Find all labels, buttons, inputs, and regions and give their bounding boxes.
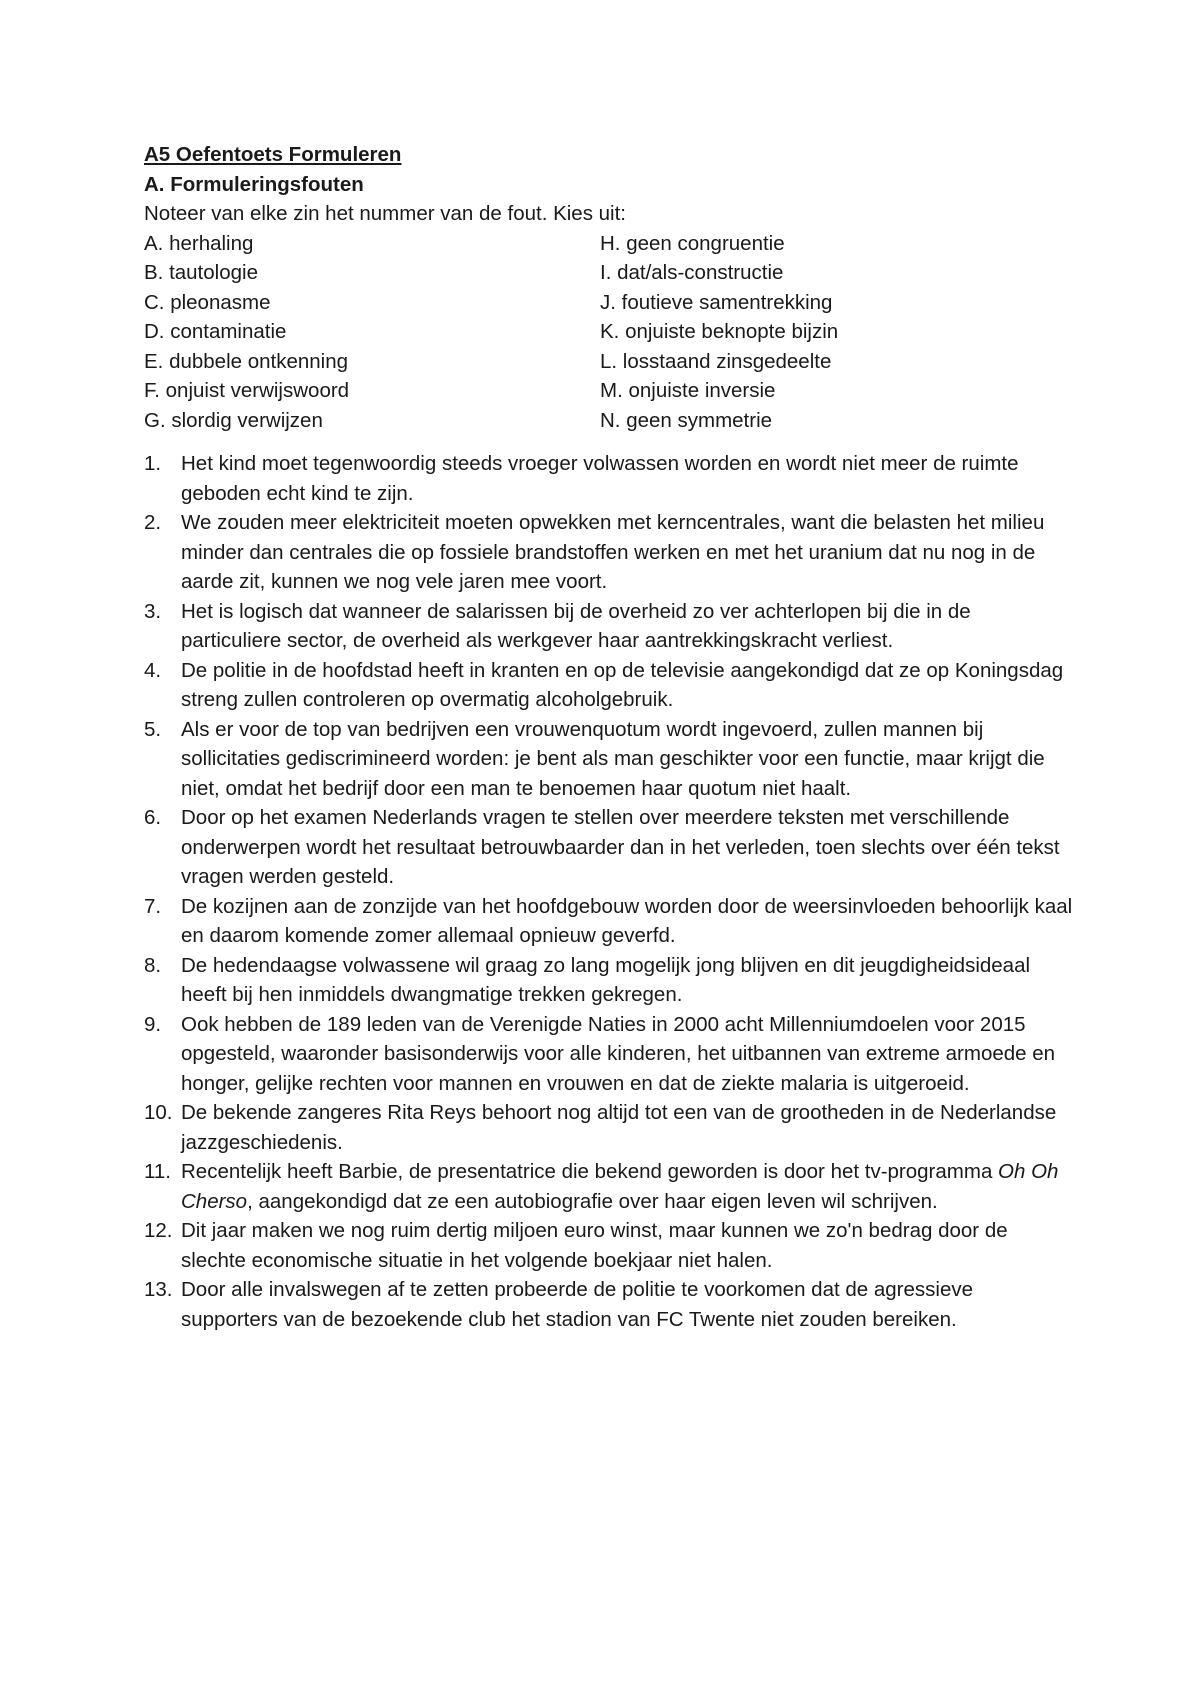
instruction-text: Noteer van elke zin het nummer van de fout. Kies uit: xyxy=(144,202,627,225)
option-item: I. dat/als-constructie xyxy=(600,261,784,284)
question-text: Het is logisch dat wanneer de salarissen bij de overheid zo ver achterlopen bij die in de particuliere sector, de overheid als werkgever haar aantrekkingskracht verliest. xyxy=(181,599,971,652)
question-item xyxy=(144,803,1074,892)
option-item: H. geen congruentie xyxy=(600,231,785,255)
option-item: N. geen symmetrie xyxy=(600,408,773,432)
error-type-options xyxy=(144,229,1074,436)
option-item: G. slordig verwijzen xyxy=(144,408,323,432)
question-number: 8. xyxy=(144,953,162,977)
option-item: K. onjuiste beknopte bijzin xyxy=(600,320,839,343)
question-number: 10. xyxy=(144,1101,173,1124)
question-text: De hedendaagse volwassene wil graag zo lang mogelijk jong blijven en dit jeugdigheidsideaal heeft bij hen inmiddels dwangmatige trekken gekregen. xyxy=(181,953,1031,1006)
question-item xyxy=(144,1275,1074,1334)
question-number: 5. xyxy=(144,717,162,741)
question-item xyxy=(144,449,1074,508)
question-item xyxy=(144,1157,1074,1216)
question-item xyxy=(144,508,1074,597)
question-text: Dit jaar maken we nog ruim dertig miljoen euro winst, maar kunnen we zo'n bedrag door de slechte economische situatie in het volgende boekjaar niet halen. xyxy=(181,1219,1008,1272)
question-item xyxy=(144,892,1074,951)
question-item xyxy=(144,951,1074,1010)
question-text: De bekende zangeres Rita Reys behoort nog altijd tot een van de grootheden in de Nederlandse jazzgeschiedenis. xyxy=(181,1101,1057,1154)
question-text: Het kind moet tegenwoordig steeds vroeger volwassen worden en wordt niet meer de ruimte geboden echt kind te zijn. xyxy=(181,452,1019,505)
question-item xyxy=(144,1010,1074,1099)
option-item: E. dubbele ontkenning xyxy=(144,349,349,373)
question-number: 6. xyxy=(144,806,162,829)
question-item xyxy=(144,1098,1074,1157)
question-item xyxy=(144,1216,1074,1275)
question-number: 7. xyxy=(144,894,162,918)
question-text: De kozijnen aan de zonzijde van het hoofdgebouw worden door de weersinvloeden behoorlijk kaal en daarom komende zomer allemaal opnieuw geverfd. xyxy=(181,894,1073,947)
question-list xyxy=(144,449,1074,1334)
option-item: D. contaminatie xyxy=(144,320,287,343)
option-item: F. onjuist verwijswoord xyxy=(144,379,350,402)
question-number: 12. xyxy=(144,1219,173,1242)
question-number: 2. xyxy=(144,511,162,534)
question-number: 11. xyxy=(144,1160,171,1183)
document-title: A5 Oefentoets Formuleren xyxy=(144,143,402,166)
question-number: 13. xyxy=(144,1278,173,1301)
question-text: De politie in de hoofdstad heeft in kranten en op de televisie aangekondigd dat ze op Koningsdag streng zullen controleren op overmatig alcoholgebruik. xyxy=(181,658,1064,711)
option-item: L. losstaand zinsgedeelte xyxy=(600,349,832,373)
question-text: Door op het examen Nederlands vragen te stellen over meerdere teksten met verschillende onderwerpen wordt het resultaat betrouwbaarder dan in het verleden, toen slechts over één tekst vragen werden gesteld. xyxy=(181,806,1060,888)
question-text xyxy=(181,1157,1074,1216)
question-text: We zouden meer elektriciteit moeten opwekken met kerncentrales, want die belasten het milieu minder dan centrales die op fossiele brandstoffen werken en met het uranium dat nu nog in de aarde zit, kunnen we nog vele jaren mee voort. xyxy=(181,511,1045,593)
question-number: 1. xyxy=(144,452,162,475)
question-number: 9. xyxy=(144,1012,162,1036)
document-page xyxy=(144,140,1074,1334)
option-item: M. onjuiste inversie xyxy=(600,379,776,402)
question-text: Door alle invalswegen af te zetten probeerde de politie te voorkomen dat de agressieve supporters van de bezoekende club het stadion van FC Twente niet zouden bereiken. xyxy=(181,1278,974,1331)
option-item: J. foutieve samentrekking xyxy=(600,290,833,314)
section-heading: A. Formuleringsfouten xyxy=(144,172,364,196)
question-text: Ook hebben de 189 leden van de Verenigde Naties in 2000 acht Millenniumdoelen voor 2015 opgesteld, waaronder basisonderwijs voor alle kinderen, het uitbannen van extreme armoede en honger, gelijke rechten voor mannen en vrouwen en dat de ziekte malaria is uitgeroeid. xyxy=(181,1012,1056,1095)
question-number: 3. xyxy=(144,599,162,623)
question-number: 4. xyxy=(144,658,162,682)
question-text-part: , aangekondigd dat ze een autobiografie over haar eigen leven wil schrijven. xyxy=(247,1189,938,1213)
option-item: C. pleonasme xyxy=(144,290,271,314)
tv-programme-title: Oh Oh Cherso xyxy=(181,1160,1059,1213)
question-text-part: Recentelijk heeft Barbie, de presentatrice die bekend geworden is door het tv-programma xyxy=(181,1160,999,1183)
option-item: A. herhaling xyxy=(144,231,254,255)
question-item xyxy=(144,656,1074,715)
question-item xyxy=(144,597,1074,656)
question-text: Als er voor de top van bedrijven een vrouwenquotum wordt ingevoerd, zullen mannen bij sollicitaties gediscrimineerd worden: je bent als man geschikter voor een functie, maar krijgt die niet, omdat het bedrijf door een man te benoemen haar quotum niet haalt. xyxy=(181,717,1045,800)
option-item: B. tautologie xyxy=(144,261,258,284)
question-item xyxy=(144,715,1074,804)
